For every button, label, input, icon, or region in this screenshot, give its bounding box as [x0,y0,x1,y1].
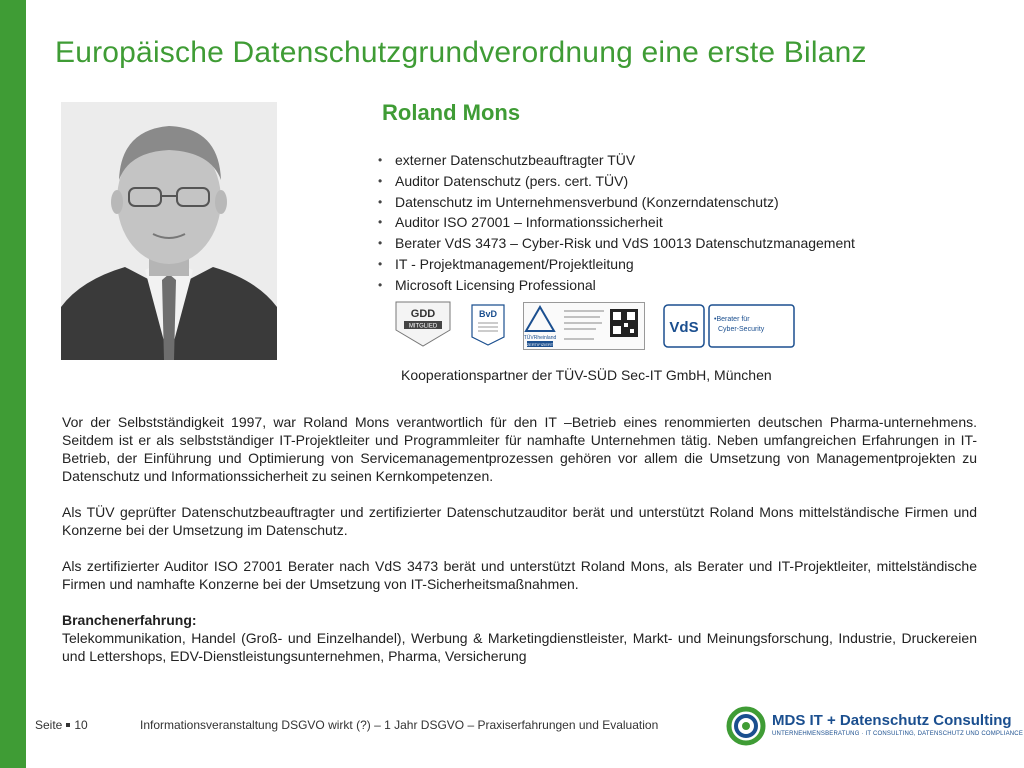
gdd-logo-label: GDD [410,308,436,320]
vds-badge-line2: Cyber-Security [718,326,765,333]
qualification-item: • externer Datenschutzbeauftragter TÜV [378,150,938,171]
biography-paragraph: Als zertifizierter Auditor ISO 27001 Berater nach VdS 3473 berät und unterstützt Roland Mons, als Berater und IT-Projektleiter, mittelständische Firmen und namhafte Konzerne bei der Umsetzung von IT-Sicherheitsmaßnahmen. [62,558,977,592]
person-name: Roland Mons [382,100,521,125]
tuv-logo-sub: ZERTIFIZIERT [526,342,554,347]
qualification-item: • Datenschutz im Unternehmensverbund (Konzerndatenschutz) [378,192,938,213]
company-name: MDS IT + Datenschutz Consulting [772,712,1012,729]
qualification-item: • Microsoft Licensing Professional [378,275,938,296]
gdd-logo-sub: MITGLIED [408,323,438,330]
slide-title: Europäische Datenschutzgrundverordnung eine erste Bilanz [55,36,867,69]
biography [62,413,977,665]
qualification-item: • IT - Projektmanagement/Projektleitung [378,254,938,275]
company-logo-icon [724,706,768,746]
gdd-member-logo [392,300,454,348]
partner-line: Kooperationspartner der TÜV-SÜD Sec-IT GmbH, München [401,367,772,383]
qualification-item: • Auditor ISO 27001 – Informationssicherheit [378,212,938,233]
biography-paragraph: Als TÜV geprüfter Datenschutzbeauftragter und zertifizierter Datenschutzauditor berät und unterstützt Roland Mons mittelständische Firmen und Konzerne bei der Umsetzung im Datenschutz. [62,504,977,538]
page-indicator [35,718,88,732]
company-tagline: UNTERNEHMENSBERATUNG · IT CONSULTING, DATENSCHUTZ UND COMPLIANCE [772,731,1024,737]
qualification-item: • Auditor Datenschutz (pers. cert. TÜV) [378,171,938,192]
bvd-logo [470,303,506,347]
vds-cyber-security-badge [663,304,795,348]
footer-caption: Informationsveranstaltung DSGVO wirkt (?) – 1 Jahr DSGVO – Praxiserfahrungen und Evaluation [140,718,659,732]
portrait-illustration [61,102,277,360]
vds-badge-line1: •Berater für [714,316,750,323]
industry-experience-text: Telekommunikation, Handel (Groß- und Einzelhandel), Werbung & Marketingdienstleister, Markt- und Meinungsforschung, Industrie, Druckereien und Lettershops, EDV-Dienstleistungsunternehmen, Pharma, Versicherung [62,630,977,664]
tuv-certificate-badge [523,302,645,350]
qualification-item: • Berater VdS 3473 – Cyber-Risk und VdS 10013 Datenschutzmanagement [378,233,938,254]
page-label: Seite [35,718,63,732]
industry-experience-title: Branchenerfahrung: [62,612,197,628]
separator-dot-icon [66,723,70,727]
qualification-list [378,150,938,296]
vds-logo-label: VdS [669,319,699,336]
left-accent-bar [0,0,26,768]
portrait-photo [61,102,277,360]
page-number: 10 [74,718,88,732]
biography-paragraph: Vor der Selbstständigkeit 1997, war Roland Mons verantwortlich für den IT –Betrieb eines renommierten deutschen Pharma-unternehmens. Seitdem ist er als selbstständiger IT-Projektleiter und Programmleiter für namhafte Unternehmen tätig. Neben umfangreichen Erfahrungen in IT-Betrieb, der Einführung und Optimierung von Servicemanagementprozessen gehören vor allem die Umsetzung von Managementprojekten zu Datenschutz und Informationssicherheit zu seinen Kernkompetenzen. [62,414,977,484]
tuv-logo-label: TÜVRheinland [524,335,557,341]
bvd-logo-label: BvD [478,309,498,319]
industry-experience [62,611,977,665]
